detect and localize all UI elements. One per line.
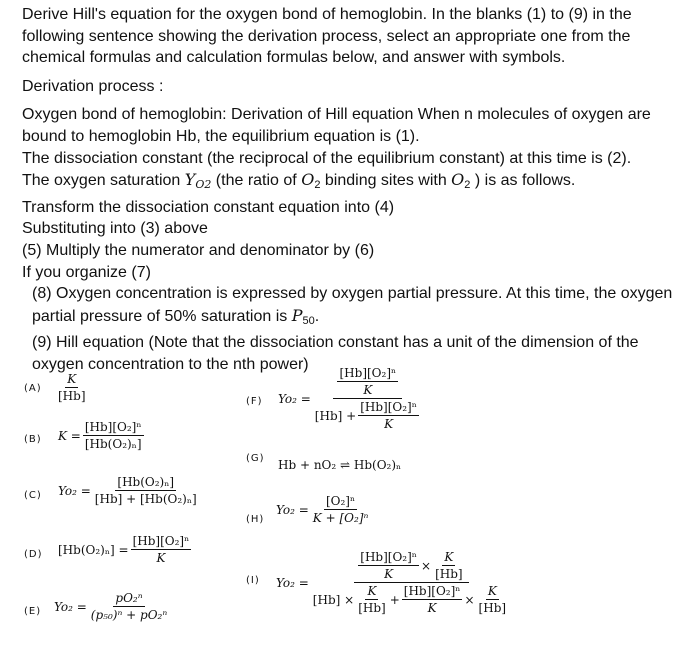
line-2: The dissociation constant (the reciprocal of the equilibrium constant) at this time is (2). <box>22 149 632 167</box>
line-3: The oxygen saturation $Y_{O2}$ (the ratio of $O_2$ binding sites with $O_2$ ) is as follows. <box>22 170 576 192</box>
derivation-header: Derivation process : <box>22 77 164 95</box>
option-a-label: (A) <box>24 383 42 394</box>
line-9: (9) Hill equation (Note that the dissociation constant has a unit of the dimension of the oxygen concentration to the nth power) <box>32 334 639 373</box>
option-i-label: (I) <box>246 575 260 586</box>
option-e-label: (E) <box>24 606 42 617</box>
option-i-formula: Yo₂ = $\frac{\text{[Hb][O₂]ⁿ}}{K}$ × $\frac{K}{[Hb]}$ [Hb] × $\frac{K}{[Hb]}$ + $\frac{\text{[Hb][O₂]ⁿ}}{K}$ × $\frac{K}{[Hb]}$ <box>276 550 507 615</box>
intro-paragraph: Derive Hill's equation for the oxygen bond of hemoglobin. In the blanks (1) to (9) in the following sentence showing the derivation process, select an appropriate one from the chemical formulas and calculation formulas below, and answer with symbols. <box>22 6 632 67</box>
line-7: If you organize (7) <box>22 263 151 281</box>
option-b-label: (B) <box>24 434 42 445</box>
option-e-formula: Yo₂ = $\frac{\text{pO₂ⁿ}}{\text{(p₅₀)ⁿ + pO₂ⁿ}}$ <box>54 591 168 622</box>
option-h-label: (H) <box>246 514 265 525</box>
option-f-formula: Yo₂ = $\frac{\text{[Hb][O₂]ⁿ}}{K}$ [Hb] + $\frac{\text{[Hb][O₂]ⁿ}}{K}$ <box>278 366 417 431</box>
option-c-formula: Yo₂ = $\frac{\text{[Hb(O₂)ₙ]}}{\text{[Hb] + [Hb(O₂)ₙ]}}$ <box>58 475 197 506</box>
option-d-label: (D) <box>24 549 43 560</box>
option-a-formula: $\frac{K}{[Hb]}$ <box>58 372 86 403</box>
option-d-formula: [Hb(O₂)ₙ] = $\frac{\text{[Hb][O₂]ⁿ}}{K}$ <box>58 534 190 565</box>
line-8: (8) Oxygen concentration is expressed by oxygen partial pressure. At this time, the oxygen partial pressure of 50% saturation is $P_{50}$. <box>32 285 673 327</box>
option-c-label: (C) <box>24 490 42 501</box>
option-f-label: (F) <box>246 396 263 407</box>
line-1: Oxygen bond of hemoglobin: Derivation of Hill equation When n molecules of oxygen are bound to hemoglobin Hb, the equilibrium equation is (1). <box>22 106 651 145</box>
option-h-formula: Yo₂ = $\frac{\text{[O₂]ⁿ}}{\text{K + [O₂]ⁿ}}$ <box>276 494 369 525</box>
line-5: Substituting into (3) above <box>22 220 208 238</box>
option-g-formula: Hb + nO₂ ⇌ Hb(O₂)ₙ <box>278 458 402 472</box>
line-6: (5) Multiply the numerator and denominator by (6) <box>22 241 375 259</box>
option-b-formula: K = $\frac{\text{[Hb][O₂]ⁿ}}{\text{[Hb(O₂)ₙ]}}$ <box>58 420 142 451</box>
question-text <box>22 4 682 376</box>
option-g-label: (G) <box>246 453 265 464</box>
line-4: Transform the dissociation constant equation into (4) <box>22 198 395 216</box>
